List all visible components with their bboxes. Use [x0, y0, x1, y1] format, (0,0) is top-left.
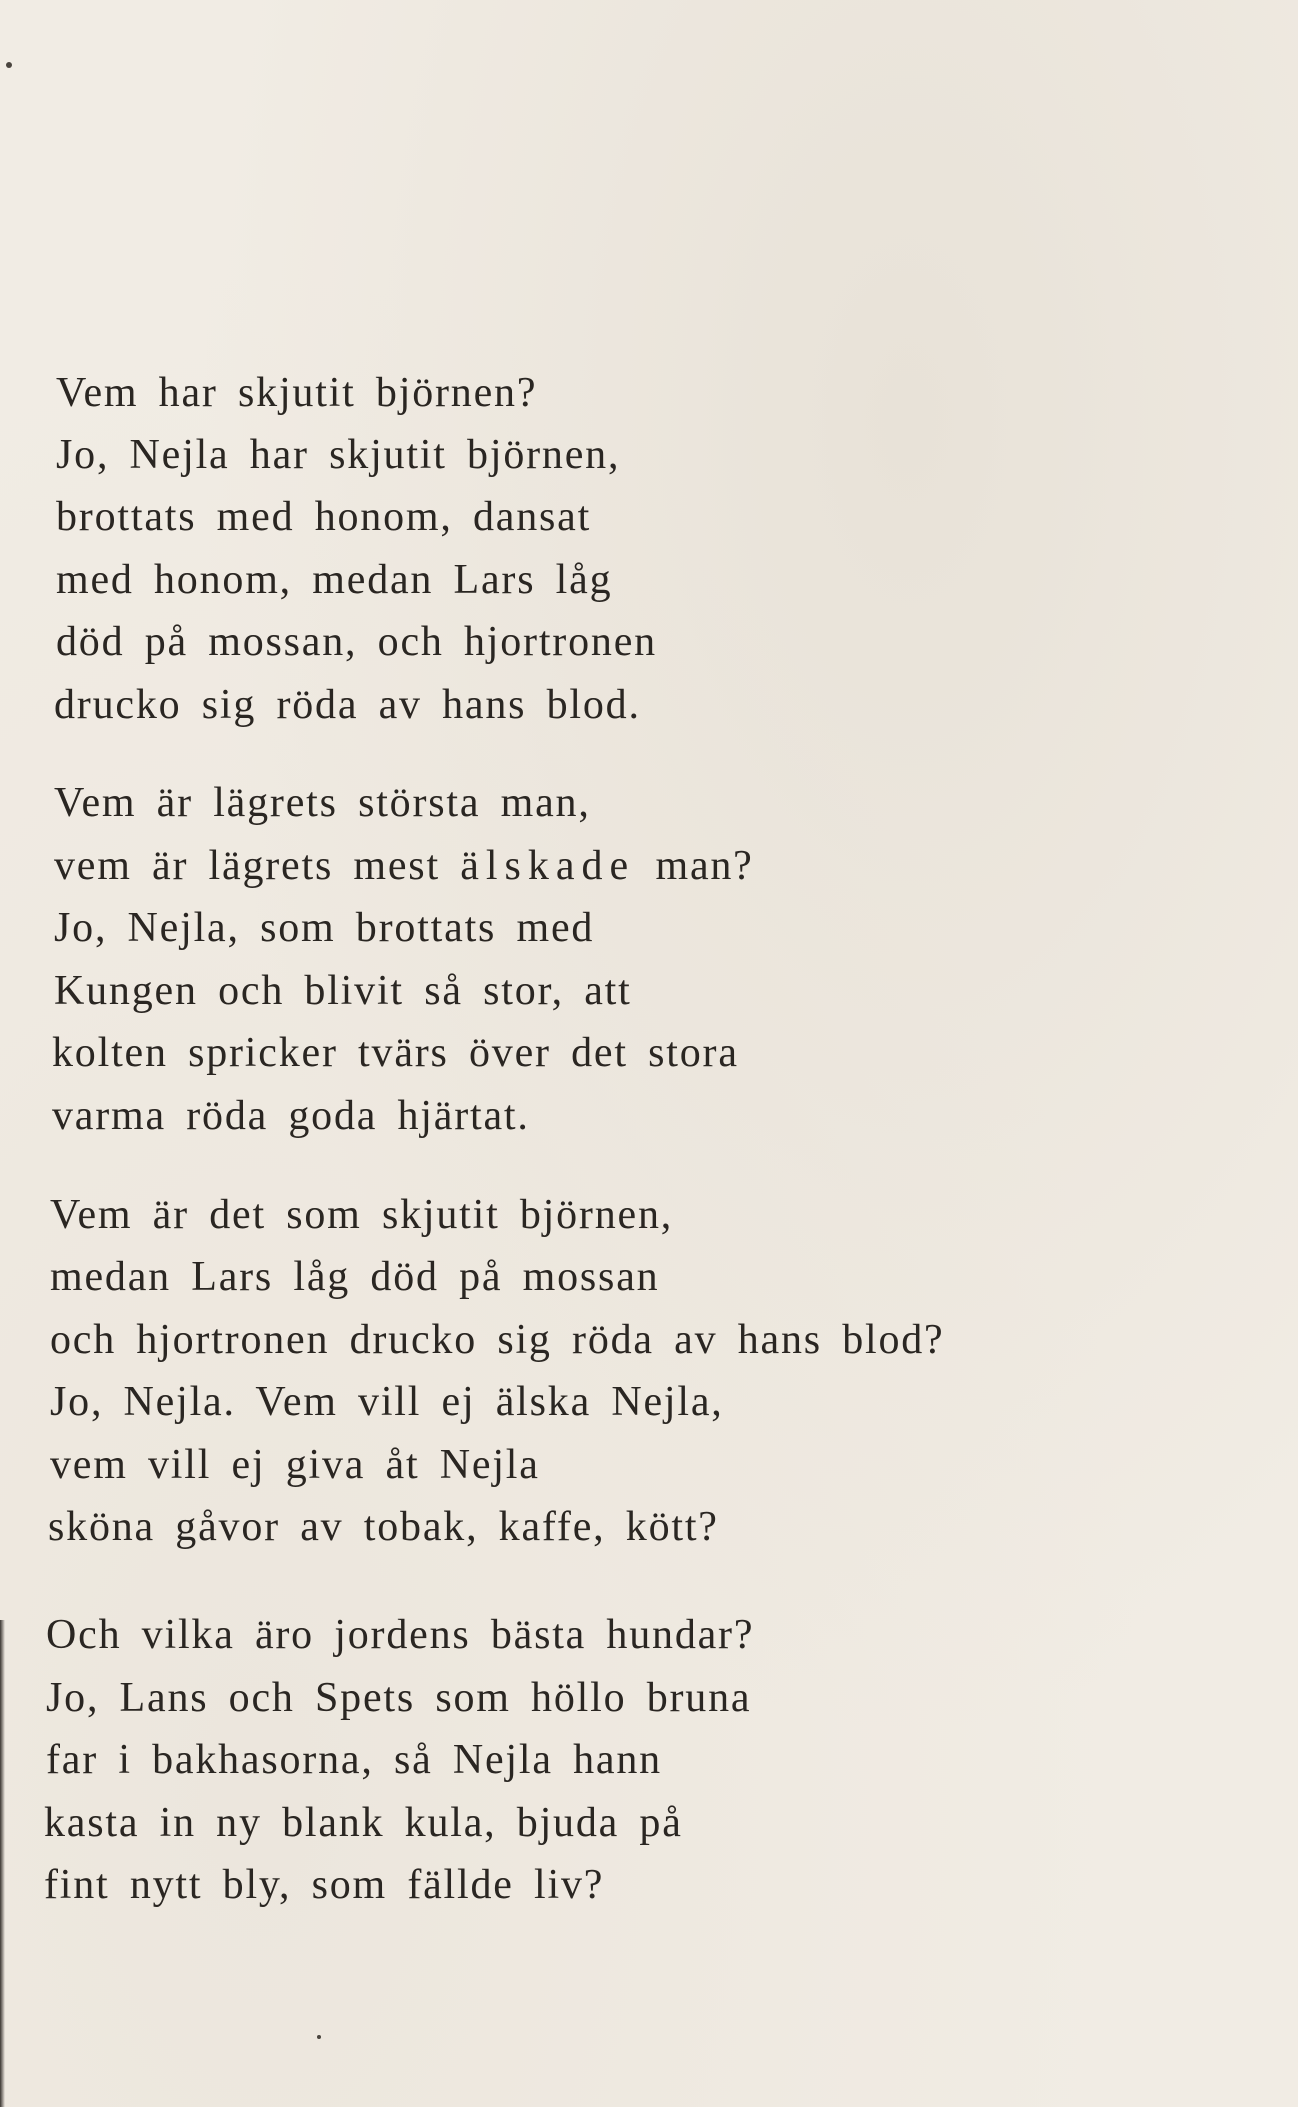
- poem-line: Jo, Nejla har skjutit björnen,: [56, 432, 621, 478]
- print-speck: [317, 2035, 321, 2039]
- poem-line: sköna gåvor av tobak, kaffe, kött?: [48, 1504, 719, 1550]
- print-speck: [6, 62, 12, 68]
- poem-line: Kungen och blivit så stor, att: [54, 968, 632, 1014]
- poem-line: med honom, medan Lars låg: [56, 557, 613, 603]
- poem-line: [54, 845, 754, 887]
- poem-line: vem vill ej giva åt Nejla: [50, 1442, 540, 1488]
- poem-line: Vem har skjutit björnen?: [56, 370, 538, 416]
- poem-line: kolten spricker tvärs över det stora: [52, 1030, 739, 1076]
- poem-line: far i bakhasorna, så Nejla hann: [46, 1737, 662, 1783]
- poem-line: Jo, Nejla, som brottats med: [54, 905, 595, 951]
- poem-line: brottats med honom, dansat: [56, 494, 592, 540]
- emphasized-word: älskade: [460, 843, 636, 889]
- poem-line: död på mossan, och hjortronen: [56, 619, 657, 665]
- poem-line: Och vilka äro jordens bästa hundar?: [46, 1612, 755, 1658]
- poem-line: Jo, Lans och Spets som höllo bruna: [46, 1675, 752, 1721]
- poem-line: Vem är det som skjutit björnen,: [50, 1192, 674, 1238]
- poem-line: fint nytt bly, som fällde liv?: [44, 1862, 605, 1908]
- poem-line: medan Lars låg död på mossan: [50, 1254, 660, 1300]
- poem-line: drucko sig röda av hans blod.: [54, 682, 641, 728]
- poem-line: och hjortronen drucko sig röda av hans blod?: [50, 1317, 945, 1363]
- poem-line: kasta in ny blank kula, bjuda på: [44, 1800, 683, 1846]
- poem-line: varma röda goda hjärtat.: [52, 1093, 530, 1139]
- poem-line: Jo, Nejla. Vem vill ej älska Nejla,: [50, 1379, 724, 1425]
- poem-line: Vem är lägrets största man,: [54, 780, 591, 826]
- page-edge-shadow: [0, 1620, 5, 2107]
- poem-line-start: vem är lägrets mest: [54, 843, 461, 889]
- poem-line-end: man?: [635, 843, 754, 889]
